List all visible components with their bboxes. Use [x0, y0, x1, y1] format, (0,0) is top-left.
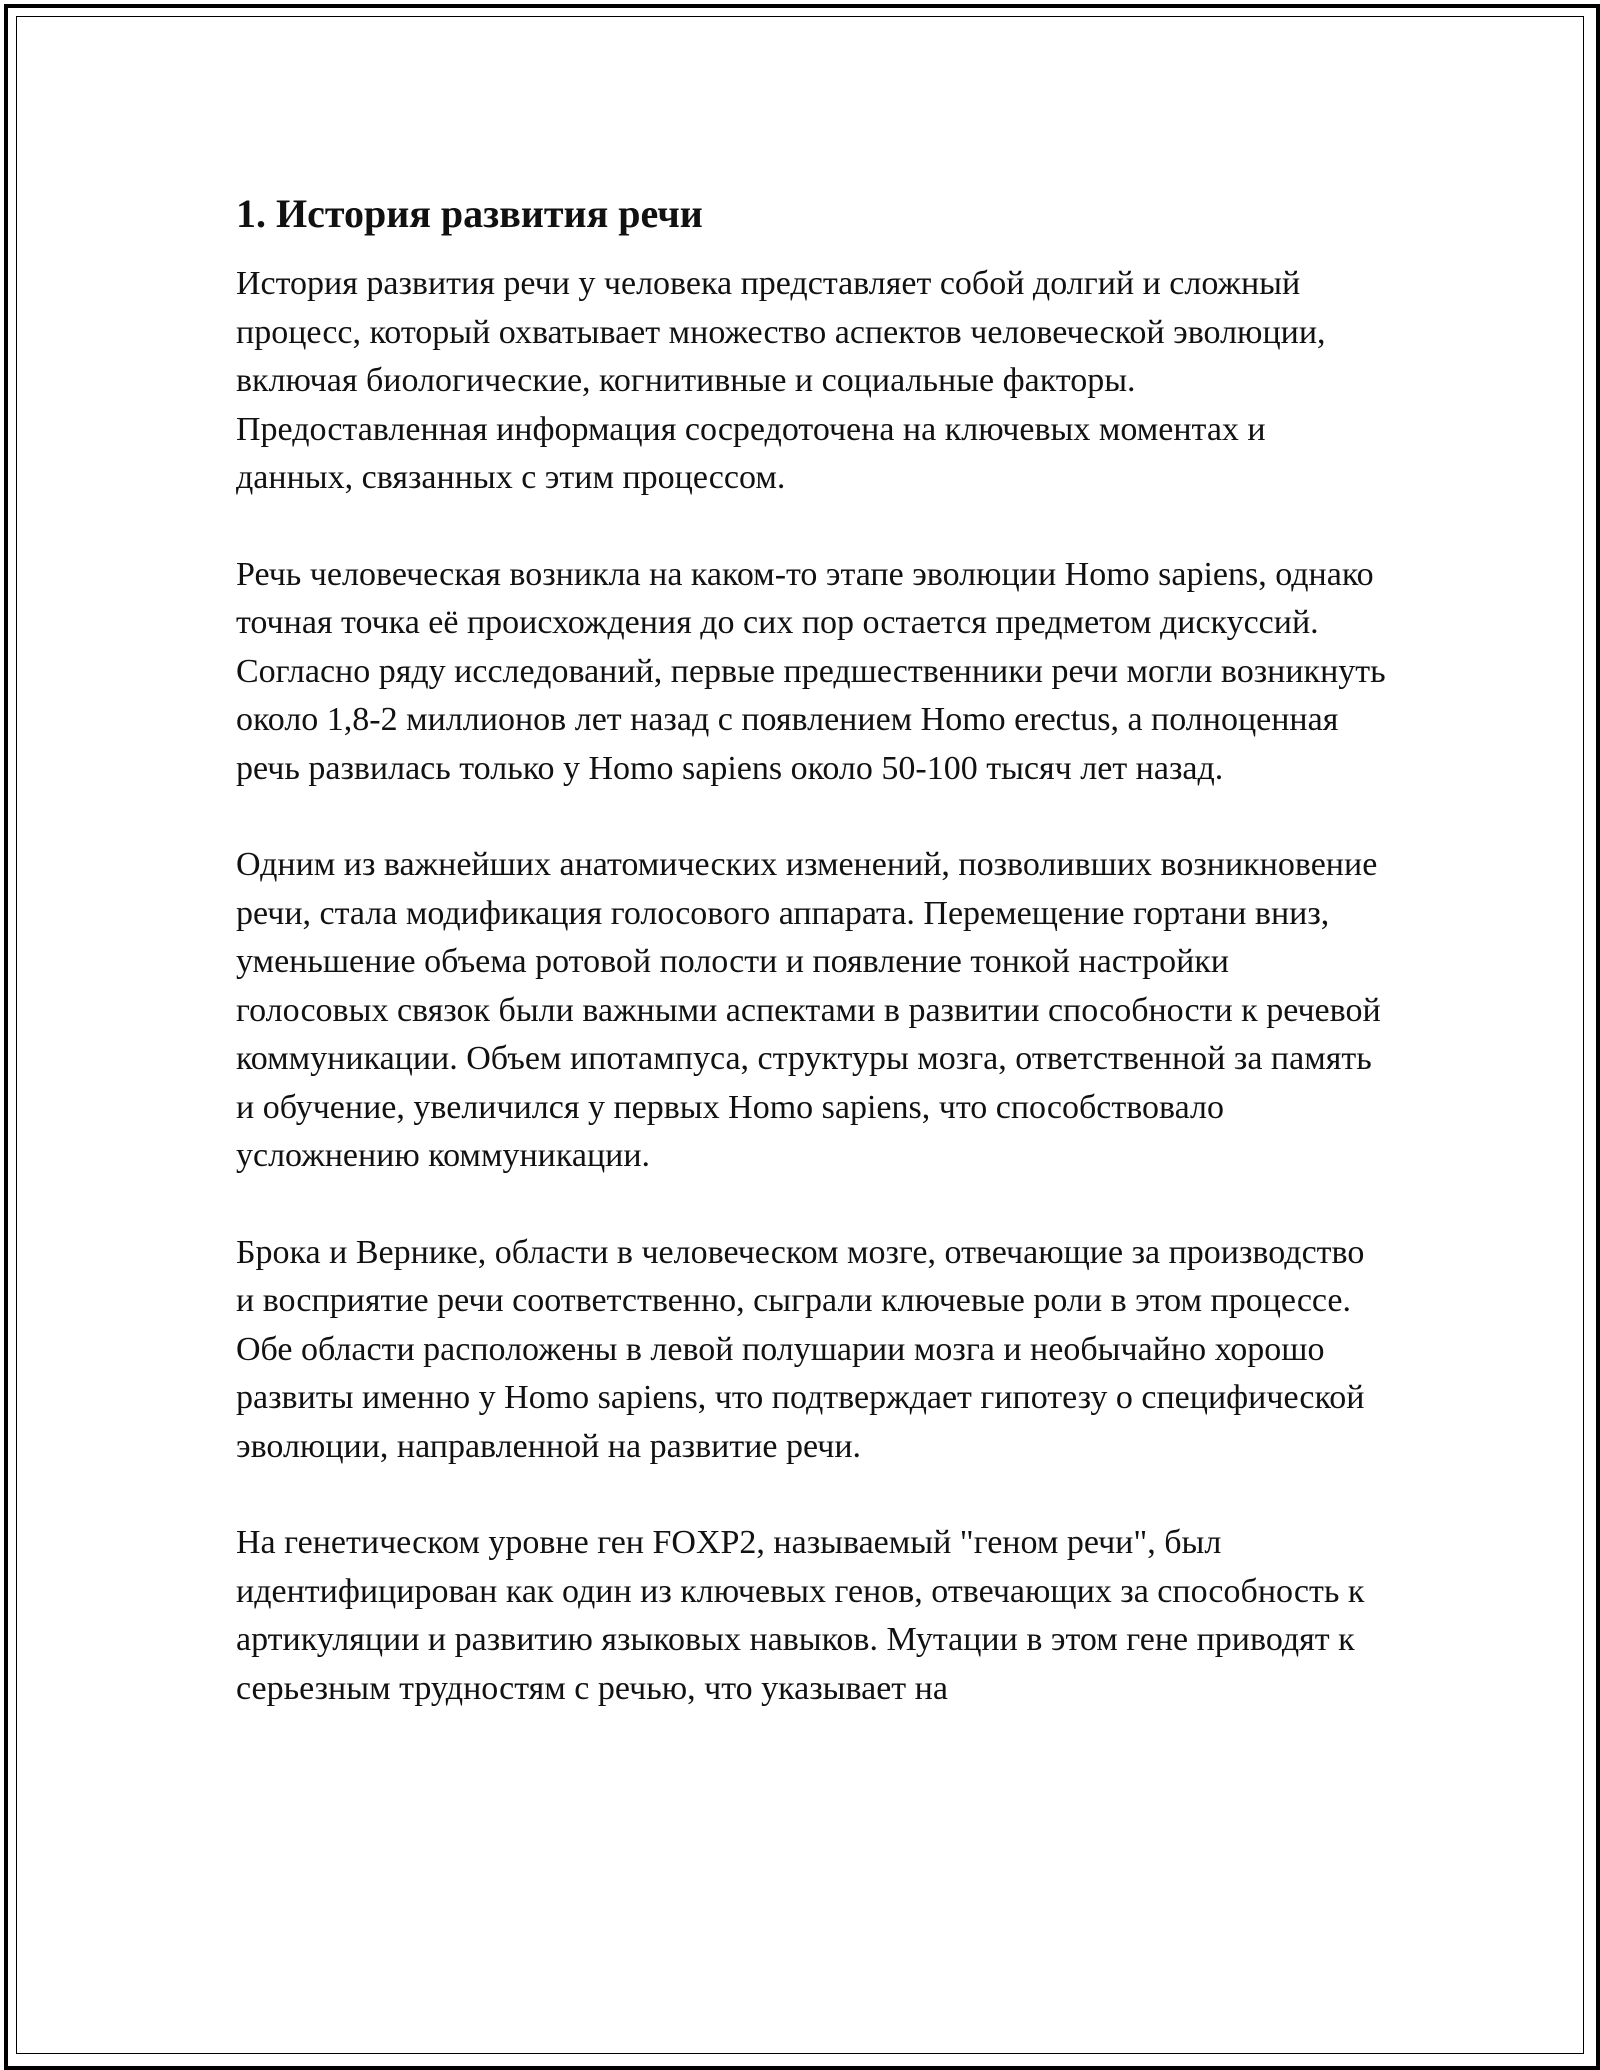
document-page — [236, 186, 1386, 1761]
paragraph-origin: Речь человеческая возникла на каком-то этапе эволюции Homo sapiens, однако точная точка её происхождения до сих пор остается предметом дискуссий. Согласно ряду исследований, первые предшественники речи могли возникнуть около 1,8-2 миллионов лет назад с появлением Homo erectus, а полноценная речь развилась только у Homo sapiens около 50-100 тысяч лет назад. — [236, 555, 1386, 787]
paragraph-broca-wernicke: Брока и Вернике, области в человеческом мозге, отвечающие за производство и восприятие речи соответственно, сыграли ключевые роли в этом процессе. Обе области расположены в левой полушарии мозга и необычайно хорошо развиты именно у Homo sapiens, что подтверждает гипотезу о специфической эволюции, направленной на развитие речи. — [236, 1233, 1365, 1465]
paragraph-anatomy: Одним из важнейших анатомических изменений, позволивших возникновение речи, стала модификация голосового аппарата. Перемещение гортани вниз, уменьшение объема ротовой полости и появление тонкой настройки голосовых связок были важными аспектами в развитии способности к речевой коммуникации. Объем ипотампуса, структуры мозга, ответственной за память и обучение, увеличился у первых Homo sapiens, что способствовало усложнению коммуникации. — [236, 846, 1381, 1174]
paragraph-intro: История развития речи у человека представляет собой долгий и сложный процесс, который охватывает множество аспектов человеческой эволюции, включая биологические, когнитивные и социальные факторы. Предоставленная информация сосредоточена на ключевых моментах и данных, связанных с этим процессом. — [236, 265, 1326, 496]
section-title: 1. История развития речи — [236, 191, 703, 236]
paragraph-foxp2: На генетическом уровне ген FOXP2, называемый "геном речи", был идентифицирован как один из ключевых генов, отвечающих за способность к артикуляции и развитию языковых навыков. Мутации в этом гене приводят к серьезным трудностям с речью, что указывает на — [236, 1524, 1365, 1707]
